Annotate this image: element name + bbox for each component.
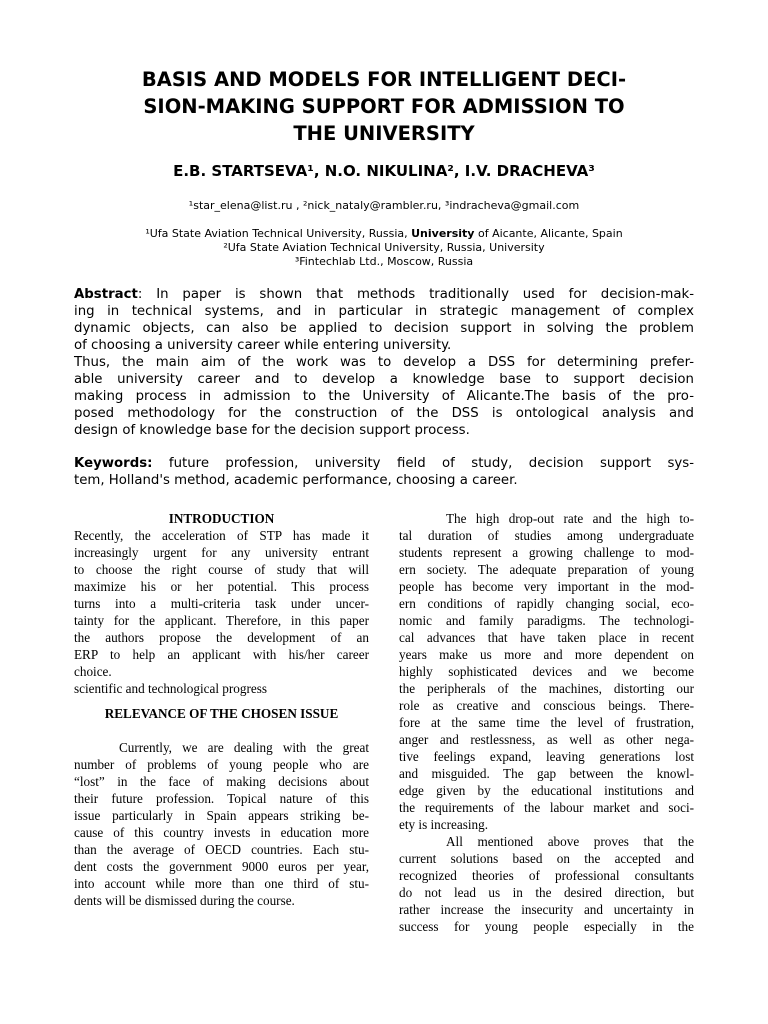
abstract-line: making process in admission to the University of Alicante.The basis of the pro-	[74, 389, 694, 404]
abstract-line: posed methodology for the construction of the DSS is ontological analysis and	[74, 406, 694, 421]
keywords-line: Keywords: future profession, university field of study, decision support sys-	[74, 456, 694, 471]
body-line: The high drop-out rate and the high to-	[446, 511, 694, 526]
abstract-line: Thus, the main aim of the work was to develop a DSS for determining prefer-	[74, 355, 694, 370]
body-line: dents will be dismissed during the course.	[74, 893, 295, 908]
body-line: Currently, we are dealing with the great	[119, 740, 369, 755]
body-line: nomic and family paradigms. The technologi-	[399, 613, 694, 628]
body-line: highly sophisticated devices and we become	[399, 664, 694, 679]
body-line: ern conditions of rapidly changing social, eco-	[399, 596, 694, 611]
body-line: ern society. The adequate preparation of young	[399, 562, 694, 577]
body-line: All mentioned above proves that the	[446, 834, 694, 849]
body-line: “lost” in the face of making decisions about	[74, 774, 369, 789]
body-line: increasingly urgent for any university entrant	[74, 545, 369, 560]
title-line: BASIS AND MODELS FOR INTELLIGENT DECI-	[141, 68, 627, 91]
abstract-line: design of knowledge base for the decision support process.	[74, 423, 470, 438]
body-line: people has become very important in the mod-	[399, 579, 694, 594]
body-line: and misguided. The gap between the knowl-	[399, 766, 694, 781]
body-line: do not lead us in the desired direction, but	[399, 885, 694, 900]
body-line: rather increase the insecurity and uncertainty in	[399, 902, 694, 917]
body-line: success for young people especially in the	[399, 919, 694, 934]
body-line: number of problems of young people who are	[74, 757, 369, 772]
author-emails: ¹star_elena@list.ru , ²nick_nataly@rambler.ru, ³indracheva@gmail.com	[188, 199, 580, 212]
body-line: maximize his or her potential. This process	[74, 579, 369, 594]
body-line: the requirements of the labour market and soci-	[399, 800, 694, 815]
body-line: ety is increasing.	[399, 817, 488, 832]
body-line: recognized theories of professional consultants	[399, 868, 694, 883]
body-line: ERP to help an applicant with his/her career	[74, 647, 369, 662]
author-list: E.B. STARTSEVA¹, N.O. NIKULINA², I.V. DRACHEVA³	[173, 162, 595, 180]
abstract-line: ing in technical systems, and in particular in strategic management of complex	[74, 304, 694, 319]
body-line: cal advances that have taken place in recent	[399, 630, 694, 645]
body-line: current solutions based on the accepted and	[399, 851, 694, 866]
affiliation-2: ²Ufa State Aviation Technical University, Russia, University	[223, 241, 545, 254]
body-line: to choose the right course of study that will	[74, 562, 369, 577]
keywords-line: tem, Holland's method, academic performance, choosing a career.	[74, 473, 518, 488]
right-column	[399, 510, 694, 935]
affiliation-3: ³Fintechlab Ltd., Moscow, Russia	[294, 255, 474, 268]
body-line: students represent a growing challenge to mod-	[399, 545, 694, 560]
body-line: the authors propose the development of an	[74, 630, 369, 645]
body-line: than the average of OECD countries. Each stu-	[74, 842, 369, 857]
keywords	[74, 455, 694, 489]
body-line: turns into a multi-criteria task under uncer-	[74, 596, 369, 611]
body-line: fore at the same time the level of frustration,	[399, 715, 694, 730]
affiliations	[70, 227, 698, 269]
body-line: dent costs the government 9000 euros per year,	[74, 859, 369, 874]
abstract-line: dynamic objects, can also be applied to decision support in solving the problem	[74, 321, 694, 336]
body-line: tainty for the applicant. Therefore, in this paper	[74, 613, 369, 628]
body-line: into account while more than one third of stu-	[74, 876, 369, 891]
body-line: cause of this country invests in education more	[74, 825, 369, 840]
body-line: anger and restlessness, as well as other nega-	[399, 732, 694, 747]
body-line: Recently, the acceleration of STP has made it	[74, 528, 369, 543]
abstract-label: Abstract	[74, 287, 138, 302]
title-line: SION-MAKING SUPPORT FOR ADMISSION TO	[143, 95, 625, 118]
body-line: years make us more and more dependent on	[399, 647, 694, 662]
introduction-heading: INTRODUCTION	[168, 511, 275, 526]
title-line: THE UNIVERSITY	[293, 122, 475, 145]
abstract-line: able university career and to develop a knowledge base to support decision	[74, 372, 694, 387]
abstract-line: of choosing a university career while entering university.	[74, 338, 452, 353]
relevance-heading: RELEVANCE OF THE CHOSEN ISSUE	[104, 706, 339, 721]
body-line: role as creative and conscious beings. There-	[399, 698, 694, 713]
abstract	[74, 286, 694, 439]
paper-title	[70, 66, 698, 147]
body-line: issue particularly in Spain appears striking be-	[74, 808, 369, 823]
left-column	[74, 510, 369, 909]
body-line: tive feelings expand, leaving generations lost	[399, 749, 694, 764]
abstract-line: Abstract: In paper is shown that methods traditionally used for decision-mak-	[74, 287, 694, 302]
body-line: the peripherals of the machines, distorting our	[399, 681, 694, 696]
body-line: scientific and technological progress	[74, 681, 267, 696]
body-line: tal duration of studies among undergraduate	[399, 528, 694, 543]
affiliation-1: ¹Ufa State Aviation Technical University, Russia, University of Aicante, Alicante, Spain	[145, 227, 623, 240]
body-line: their future profession. Topical nature of this	[74, 791, 369, 806]
body-line: choice.	[74, 664, 112, 679]
keywords-label: Keywords:	[74, 456, 153, 471]
body-line: edge given by the educational institutions and	[399, 783, 694, 798]
